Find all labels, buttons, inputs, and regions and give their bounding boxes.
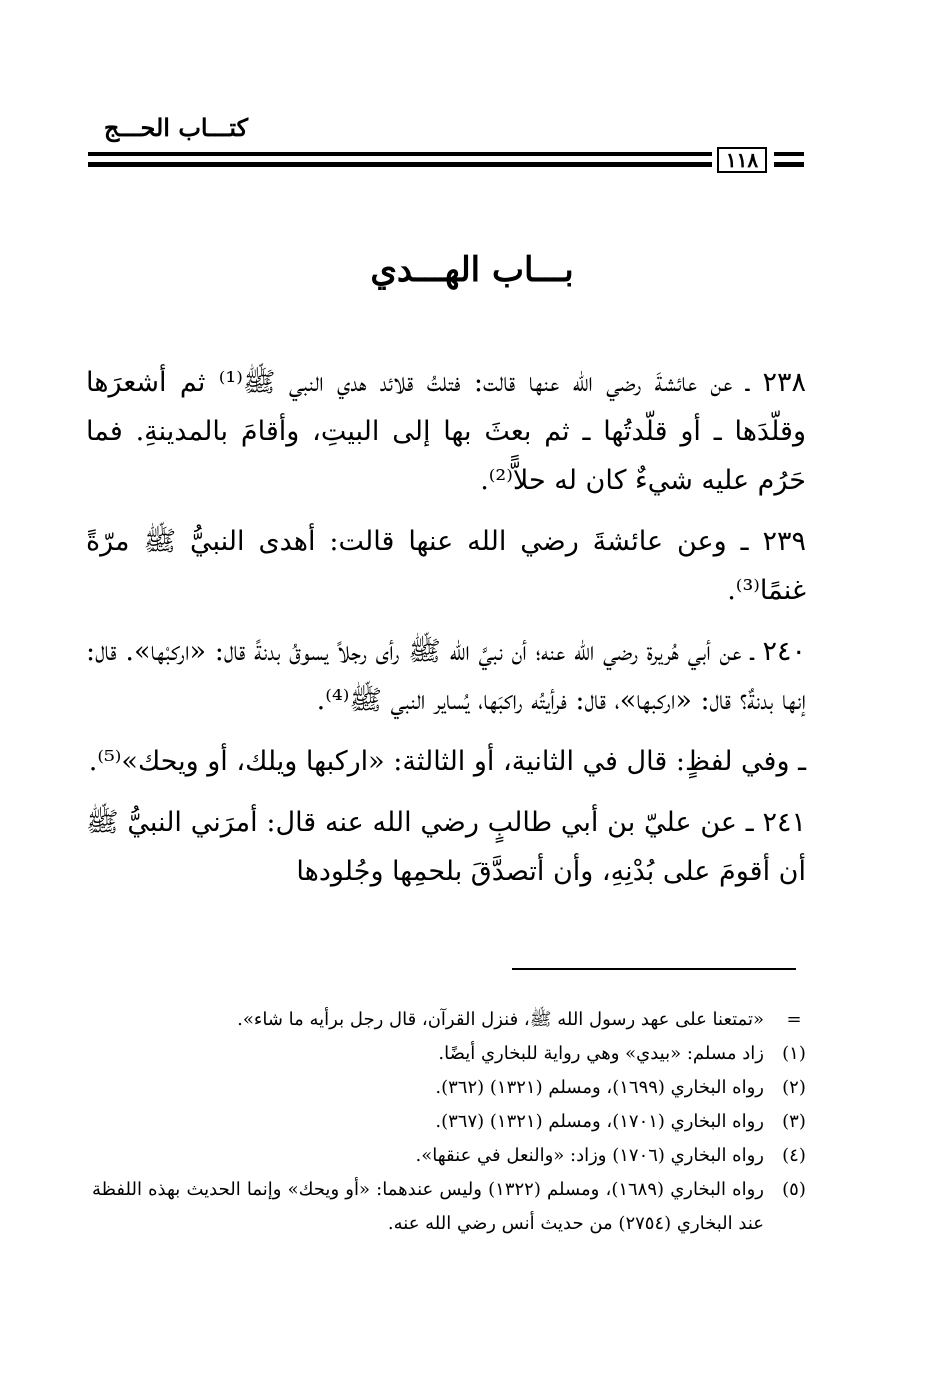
footnotes <box>92 1003 824 1241</box>
footnote-mark: (٤) <box>782 1145 806 1166</box>
hadith-paragraph: ٢٣٨ ـ عن عائشةَ رضي الله عنها قالت: فتلتُ قلائد هدي النبي ﷺ⁽¹⁾ ثم أشعرَها وقلّدَها ـ أو قلّدتُها ـ ثم بعثَ بها إلى البيتِ، وأقامَ بالمدينةِ. فما حَرُم عليه شيءٌ كان له حلاًّ⁽²⁾. <box>86 367 807 496</box>
header-rule <box>88 152 712 156</box>
hadith-paragraph: ٢٤٠ ـ عن أبي هُريرة رضي الله عنه؛ أن نبيَّ الله ﷺ رأى رجلاً يسوقُ بدنةً قال: «اركبْها». قال: إنها بدنةٌ؟ قال: «اركبها»، قال: فرأيتُه راكبَها، يُساير النبي ﷺ⁽⁴⁾. <box>86 636 806 716</box>
header-rule <box>88 162 712 167</box>
footnote-text: «تمتعنا على عهد رسول الله ﷺ، فنزل القرآن، قال رجل برأيه ما شاء». <box>237 1009 764 1030</box>
footnote-text: رواه البخاري (١٧٠٦) وزاد: «والنعل في عنقها». <box>415 1145 764 1166</box>
footnote-text: رواه البخاري (١٧٠١)، ومسلم (١٣٢١) (٣٦٧). <box>435 1111 764 1132</box>
footnote-mark: = <box>786 1009 802 1030</box>
page-number: ١١٨ <box>717 147 767 173</box>
footnote <box>92 1173 824 1241</box>
footnote <box>92 1071 824 1105</box>
footnote-mark: (٣) <box>782 1111 806 1132</box>
footnote-mark: (١) <box>782 1043 806 1064</box>
body-text <box>86 358 806 908</box>
footnote <box>92 1105 824 1139</box>
footnote-text: رواه البخاري (١٦٩٩)، ومسلم (١٣٢١) (٣٦٢). <box>435 1077 764 1098</box>
footnote <box>92 1037 824 1071</box>
footnote-mark: (٢) <box>782 1077 806 1098</box>
hadith-paragraph: ـ وفي لفظٍ: قال في الثانية، أو الثالثة: «اركبها ويلك، أو ويحك»⁽⁵⁾. <box>88 746 806 777</box>
chapter-title: بـــاب الهـــدي <box>370 250 574 290</box>
footnote <box>92 1003 824 1037</box>
hadith-paragraph: ٢٤١ ـ عن عليّ بن أبي طالبٍ رضي الله عنه قال: أمرَني النبيُّ ﷺ أن أقومَ على بُدْنِهِ، وأن أتصدَّقَ بلحمِها وجُلودها <box>86 807 806 887</box>
footnote-separator <box>512 968 796 970</box>
header-rule <box>774 152 804 156</box>
header-rule <box>774 162 804 167</box>
footnote <box>92 1139 824 1173</box>
footnote-mark: (٥) <box>782 1179 806 1200</box>
running-header-title: كتـــاب الحـــج <box>103 113 248 142</box>
hadith-paragraph: ٢٣٩ ـ وعن عائشةَ رضي الله عنها قالت: أهدى النبيُّ ﷺ مرّةً غنمًا⁽³⁾. <box>86 526 806 606</box>
footnote-text: رواه البخاري (١٦٨٩)، ومسلم (١٣٢٢) وليس عندهما: «أو ويحك» وإنما الحديث بهذه اللفظة عند البخاري (٢٧٥٤) من حديث أنس رضي الله عنه. <box>92 1179 764 1234</box>
footnote-text: زاد مسلم: «بيدي» وهي رواية للبخاري أيضًا. <box>438 1043 764 1064</box>
